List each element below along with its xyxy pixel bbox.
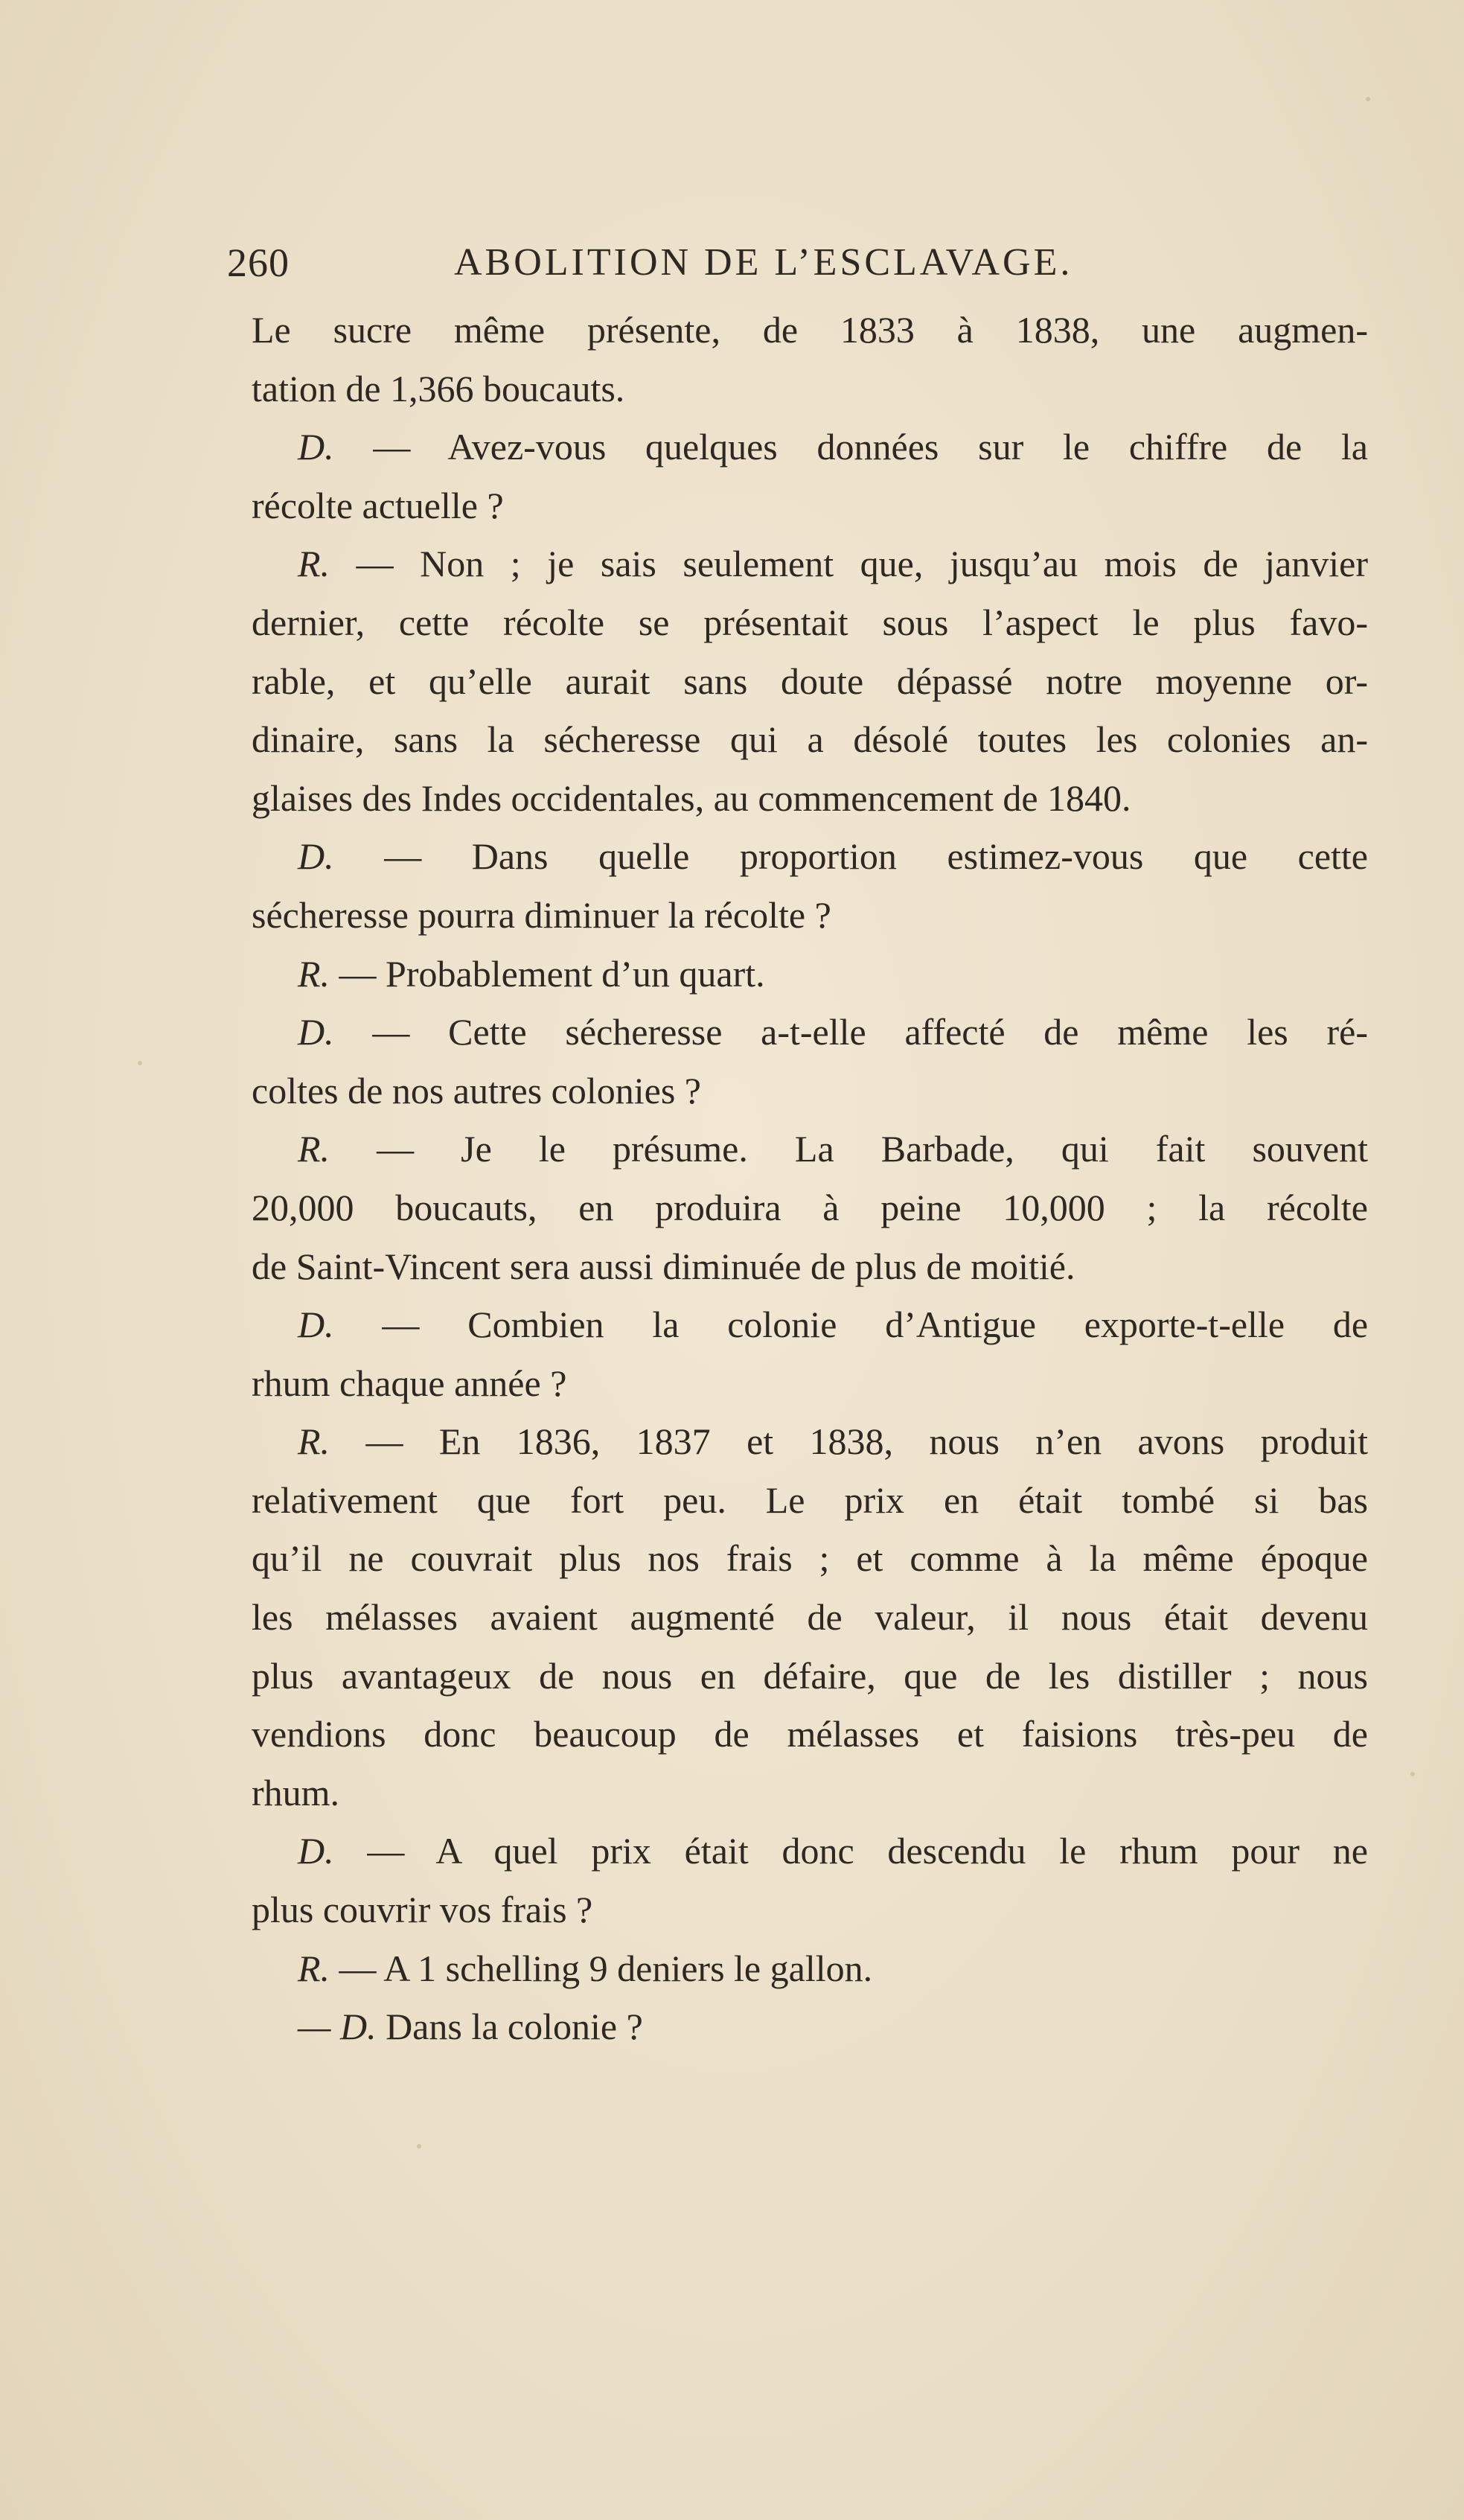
answer-line [252, 1412, 1368, 1471]
answer-line [252, 1120, 1368, 1178]
line-text: — Probablement d’un quart. [339, 952, 765, 995]
line-text: plus avantageux de nous en défaire, que de les distiller ; nous [252, 1654, 1368, 1697]
question-line [252, 418, 1368, 476]
line-text: — Cette sécheresse a-t-elle affecté de même les ré- [372, 1011, 1368, 1053]
text-line [252, 710, 1368, 769]
page-number: 260 [227, 240, 290, 285]
text-line [252, 1529, 1368, 1588]
text-line [252, 360, 1368, 418]
text-line [252, 886, 1368, 945]
speaker-label: D. [298, 1011, 334, 1053]
line-text: vendions donc beaucoup de mélasses et faisions très-peu de [252, 1713, 1368, 1755]
text-line [252, 1062, 1368, 1120]
line-text: rable, et qu’elle aurait sans doute dépassé notre moyenne or- [252, 660, 1368, 702]
line-text: relativement que fort peu. Le prix en était tombé si bas [252, 1478, 1368, 1521]
text-line [252, 593, 1368, 652]
answer-line [252, 945, 1368, 1004]
question-line [252, 827, 1368, 886]
speaker-label: R. [298, 1420, 330, 1463]
speaker-label: — D. [298, 2006, 377, 2048]
line-text: rhum chaque année ? [252, 1362, 567, 1404]
text-line [252, 1881, 1368, 1939]
question-line [252, 1295, 1368, 1354]
line-text: coltes de nos autres colonies ? [252, 1069, 701, 1111]
page-header [227, 237, 1195, 289]
speaker-label: R. [298, 543, 330, 585]
text-line [252, 1471, 1368, 1530]
speaker-label: D. [298, 1830, 334, 1872]
line-text: dernier, cette récolte se présentait sous l’aspect le plus favo- [252, 601, 1368, 643]
line-text: qu’il ne couvrait plus nos frais ; et comme à la même époque [252, 1537, 1368, 1580]
line-text: tation de 1,366 boucauts. [252, 367, 625, 409]
line-text: — En 1836, 1837 et 1838, nous n’en avons produit [365, 1420, 1369, 1463]
line-text: Le sucre même présente, de 1833 à 1838, une augmen- [252, 309, 1368, 351]
text-line [252, 1178, 1368, 1237]
paper-speck [417, 2144, 421, 2149]
line-text: plus couvrir vos frais ? [252, 1889, 593, 1931]
text-line [252, 1354, 1368, 1413]
line-text: récolte actuelle ? [252, 484, 504, 526]
text-line [252, 476, 1368, 535]
line-text: de Saint-Vincent sera aussi diminuée de plus de moitié. [252, 1245, 1075, 1287]
question-line [252, 1003, 1368, 1062]
text-line [252, 1237, 1368, 1296]
line-text: les mélasses avaient augmenté de valeur, il nous était devenu [252, 1596, 1368, 1639]
speaker-label: D. [298, 1304, 334, 1346]
line-text: sécheresse pourra diminuer la récolte ? [252, 893, 831, 936]
line-text: — A 1 schelling 9 deniers le gallon. [339, 1947, 873, 1989]
text-line [252, 1588, 1368, 1647]
line-text: glaises des Indes occidentales, au commencement de 1840. [252, 776, 1131, 819]
text-line [252, 652, 1368, 711]
line-text: — A quel prix était donc descendu le rhum pour ne [367, 1830, 1368, 1872]
line-text: — Dans quelle proportion estimez-vous que cette [384, 835, 1368, 878]
speaker-label: R. [298, 1128, 330, 1170]
question-line [252, 1822, 1368, 1881]
text-line [252, 769, 1368, 828]
question-line [252, 1997, 1368, 2056]
text-line [252, 301, 1368, 360]
speaker-label: R. [298, 952, 330, 995]
line-text: — Combien la colonie d’Antigue exporte-t-elle de [382, 1304, 1369, 1346]
answer-line [252, 535, 1368, 593]
speaker-label: R. [298, 1947, 330, 1989]
text-line [252, 1705, 1368, 1764]
speaker-label: D. [298, 835, 334, 878]
line-text: — Non ; je sais seulement que, jusqu’au mois de janvier [356, 543, 1368, 585]
paper-speck [1410, 1772, 1415, 1776]
running-title: ABOLITION DE L’ESCLAVAGE. [454, 241, 1073, 284]
line-text: — Je le présume. La Barbade, qui fait souvent [377, 1128, 1369, 1170]
line-text: Dans la colonie ? [386, 2006, 643, 2048]
answer-line [252, 1939, 1368, 1998]
line-text: rhum. [252, 1771, 340, 1814]
text-line [252, 1647, 1368, 1706]
line-text: 20,000 boucauts, en produira à peine 10,000 ; la récolte [252, 1186, 1368, 1228]
body-text [252, 301, 1368, 2056]
line-text: — Avez-vous quelques données sur le chiffre de la [373, 426, 1368, 468]
speaker-label: D. [298, 426, 334, 468]
text-line [252, 1764, 1368, 1822]
paper-speck [138, 1061, 142, 1065]
paper-speck [1366, 97, 1370, 101]
line-text: dinaire, sans la sécheresse qui a désolé toutes les colonies an- [252, 718, 1368, 761]
